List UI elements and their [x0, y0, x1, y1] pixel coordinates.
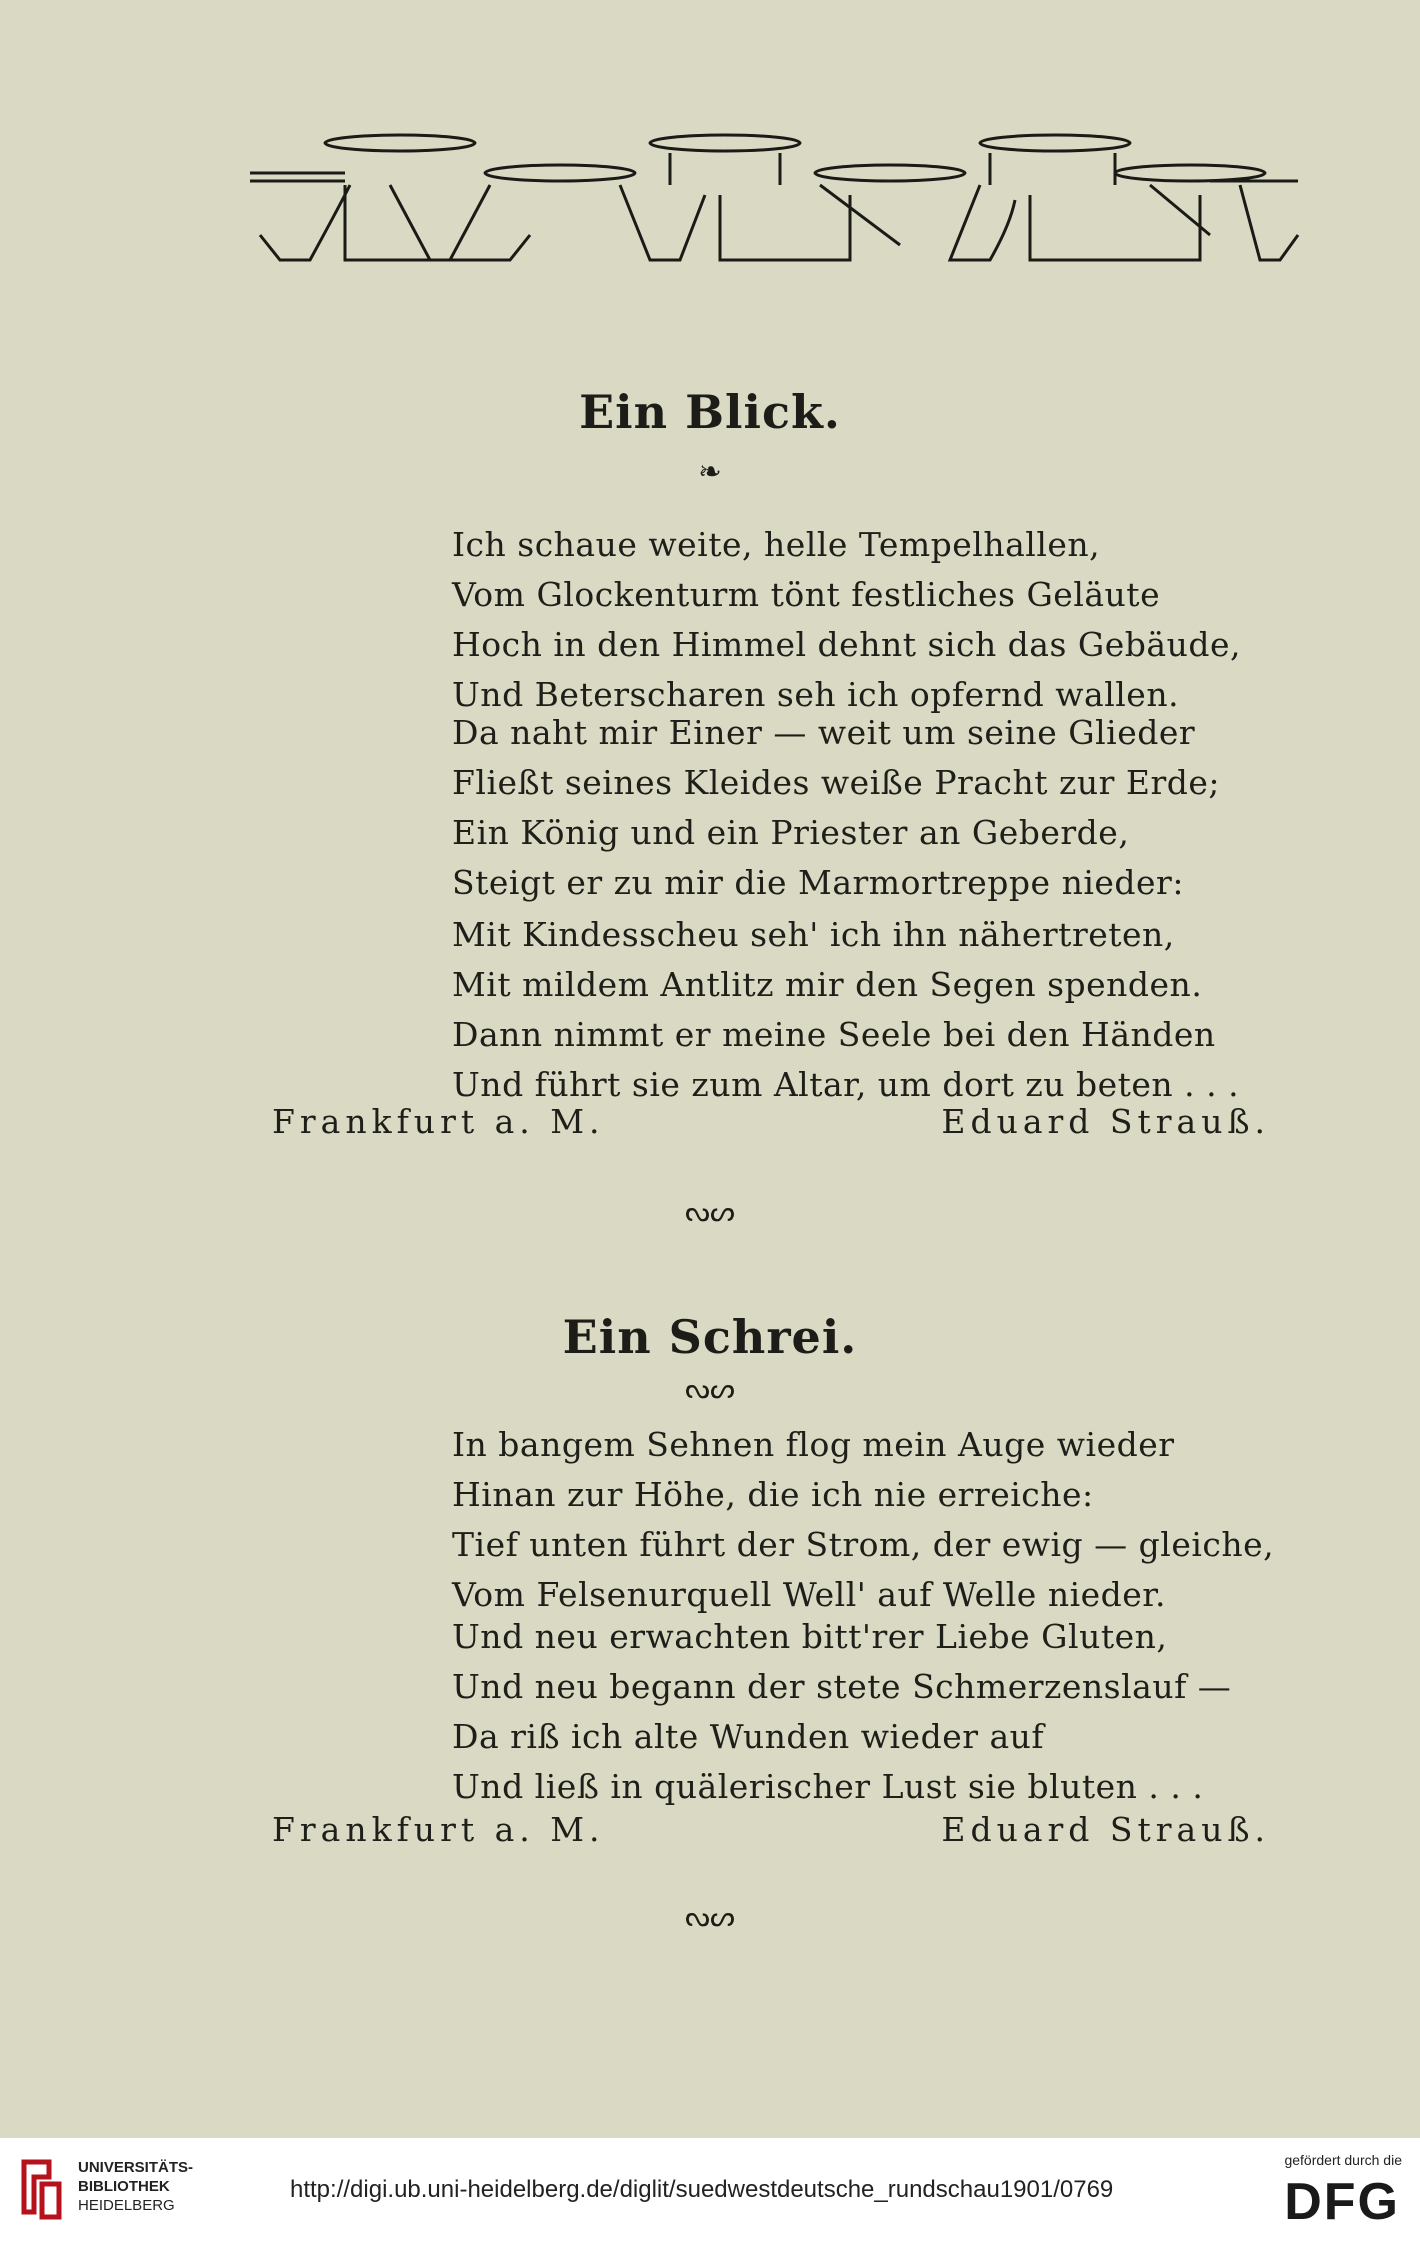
stanza — [452, 1612, 1252, 1812]
poem-title-2: Ein Schrei. — [562, 1310, 858, 1364]
signature-author: Eduard Strauß. — [941, 1102, 1270, 1141]
verse-line: Und neu erwachten bitt'rer Liebe Gluten, — [452, 1617, 1168, 1656]
divider-ornament-icon: ᔓᔕ — [685, 1195, 735, 1228]
verse-line: Fließt seines Kleides weiße Pracht zur Erde; — [452, 763, 1220, 802]
verse-line: Dann nimmt er meine Seele bei den Händen — [452, 1015, 1216, 1054]
stanza — [452, 520, 1252, 720]
stanza — [452, 1420, 1275, 1620]
verse-line: Und führt sie zum Altar, um dort zu beten . . . — [452, 1065, 1240, 1104]
verse-line: In bangem Sehnen flog mein Auge wieder — [452, 1425, 1175, 1464]
verse-line: Steigt er zu mir die Marmortreppe nieder: — [452, 863, 1184, 902]
verse-line: Ein König und ein Priester an Geberde, — [452, 813, 1130, 852]
verse-line: Und Beterscharen seh ich opfernd wallen. — [452, 675, 1180, 714]
fleuron-icon: ❧ — [698, 455, 722, 488]
library-name-line: BIBLIOTHEK — [78, 2178, 170, 2195]
header-ornament — [250, 125, 1300, 270]
verse-line: Vom Glockenturm tönt festliches Geläute — [452, 575, 1161, 614]
verse-line: Hoch in den Himmel dehnt sich das Gebäude, — [452, 625, 1241, 664]
verse-line: Ich schaue weite, helle Tempelhallen, — [452, 525, 1101, 564]
library-name-line: UNIVERSITÄTS- — [78, 2159, 194, 2176]
funding-note: gefördert durch die — [1284, 2152, 1402, 2168]
library-name — [78, 2158, 193, 2215]
verse-line: Hinan zur Höhe, die ich nie erreiche: — [452, 1475, 1094, 1514]
verse-line: Vom Felsenurquell Well' auf Welle nieder. — [452, 1575, 1166, 1614]
library-name-line: HEIDELBERG — [78, 2197, 175, 2214]
footer-bar — [0, 2138, 1420, 2241]
verse-line: Und ließ in quälerischer Lust sie bluten . . . — [452, 1767, 1204, 1806]
poem-title-1: Ein Blick. — [579, 385, 841, 439]
divider-ornament-icon: ᔓᔕ — [685, 1372, 735, 1405]
library-logo-icon — [14, 2152, 64, 2222]
stanza — [452, 910, 1252, 1110]
signature-place: Frankfurt a. M. — [272, 1102, 605, 1141]
verse-line: Und neu begann der stete Schmerzenslauf — — [452, 1667, 1232, 1706]
verse-line: Mit Kindesscheu seh' ich ihn nähertreten, — [452, 915, 1175, 954]
signature-author: Eduard Strauß. — [941, 1810, 1270, 1849]
signature-place: Frankfurt a. M. — [272, 1810, 605, 1849]
stanza — [452, 708, 1252, 908]
verse-line: Tief unten führt der Strom, der ewig — gleiche, — [452, 1525, 1275, 1564]
dfg-logo: DFG — [1284, 2173, 1400, 2231]
permalink-url[interactable]: http://digi.ub.uni-heidelberg.de/diglit/suedwestdeutsche_rundschau1901/0769 — [290, 2176, 1114, 2203]
divider-ornament-icon: ᔓᔕ — [685, 1900, 735, 1933]
verse-line: Mit mildem Antlitz mir den Segen spenden. — [452, 965, 1203, 1004]
verse-line: Da naht mir Einer — weit um seine Glieder — [452, 713, 1196, 752]
verse-line: Da riß ich alte Wunden wieder auf — [452, 1717, 1045, 1756]
